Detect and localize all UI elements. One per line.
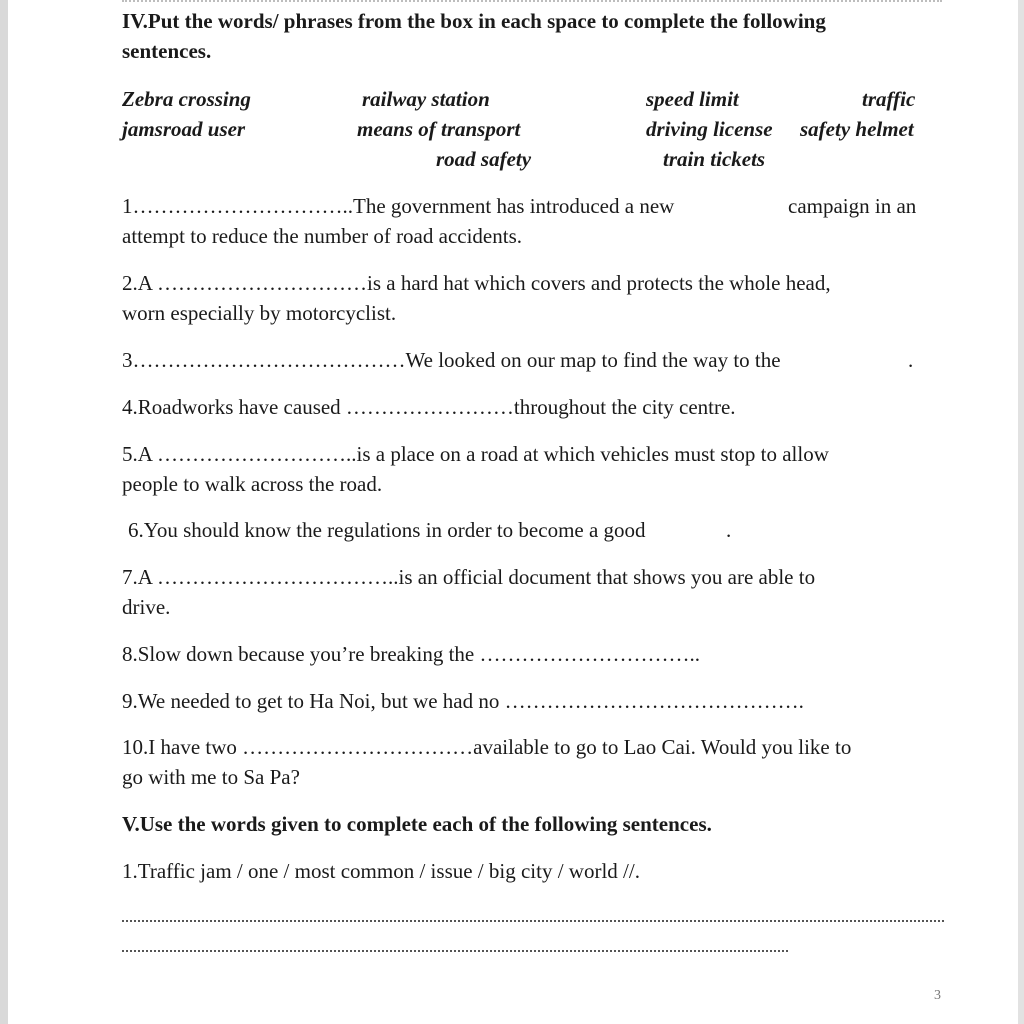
question-6-line1: 6.You should know the regulations in order to become a good xyxy=(128,518,646,542)
word-jamsroad-user: jamsroad user xyxy=(122,117,246,141)
answer-dotted-line-2 xyxy=(122,950,788,954)
answer-dotted-line-1 xyxy=(122,920,944,924)
question-3-end: . xyxy=(908,348,914,372)
question-10-line2: go with me to Sa Pa? xyxy=(122,765,300,789)
top-dotted-rule xyxy=(122,0,942,4)
word-road-safety: road safety xyxy=(436,147,532,171)
word-means-of-transport: means of transport xyxy=(357,117,521,141)
word-safety-helmet: safety helmet xyxy=(800,117,914,141)
word-speed-limit: speed limit xyxy=(646,87,739,111)
word-driving-license: driving license xyxy=(646,117,773,141)
question-2-line1: 2.A …………………………is a hard hat which covers and protects the whole head, xyxy=(122,271,831,295)
section5-question-1: 1.Traffic jam / one / most common / issue / big city / world //. xyxy=(122,859,640,883)
question-1-line1: 1…………………………..The government has introduced a new xyxy=(122,194,675,218)
question-8-line1: 8.Slow down because you’re breaking the ………………………….. xyxy=(122,642,700,666)
page-right-edge xyxy=(1018,0,1024,1024)
word-railway-station: railway station xyxy=(362,87,490,111)
word-train-tickets: train tickets xyxy=(663,147,766,171)
question-7-line1: 7.A ……………………………..is an official document that shows you are able to xyxy=(122,565,816,589)
question-5-line1: 5.A ………………………..is a place on a road at which vehicles must stop to allow xyxy=(122,442,829,466)
question-9-line1: 9.We needed to get to Ha Noi, but we had no ……………………………………. xyxy=(122,689,804,713)
section4-heading-line2: sentences. xyxy=(122,39,212,63)
question-1-line1-end: campaign in an xyxy=(788,194,917,218)
question-1-line2: attempt to reduce the number of road accidents. xyxy=(122,224,523,248)
section4-heading-line1: IV.Put the words/ phrases from the box in each space to complete the following xyxy=(122,9,826,33)
question-3-line1: 3…………………………………We looked on our map to find the way to the xyxy=(122,348,781,372)
question-7-line2: drive. xyxy=(122,595,171,619)
question-5-line2: people to walk across the road. xyxy=(122,472,383,496)
page-number: 3 xyxy=(934,988,941,1003)
word-zebra-crossing: Zebra crossing xyxy=(122,87,251,111)
word-traffic: traffic xyxy=(862,87,916,111)
question-4-line1: 4.Roadworks have caused ……………………throughout the city centre. xyxy=(122,395,736,419)
section5-heading: V.Use the words given to complete each of the following sentences. xyxy=(122,812,712,836)
page-left-edge xyxy=(0,0,8,1024)
question-2-line2: worn especially by motorcyclist. xyxy=(122,301,397,325)
question-10-line1: 10.I have two ……………………………available to go to Lao Cai. Would you like to xyxy=(122,735,852,759)
question-6-end: . xyxy=(726,518,732,542)
